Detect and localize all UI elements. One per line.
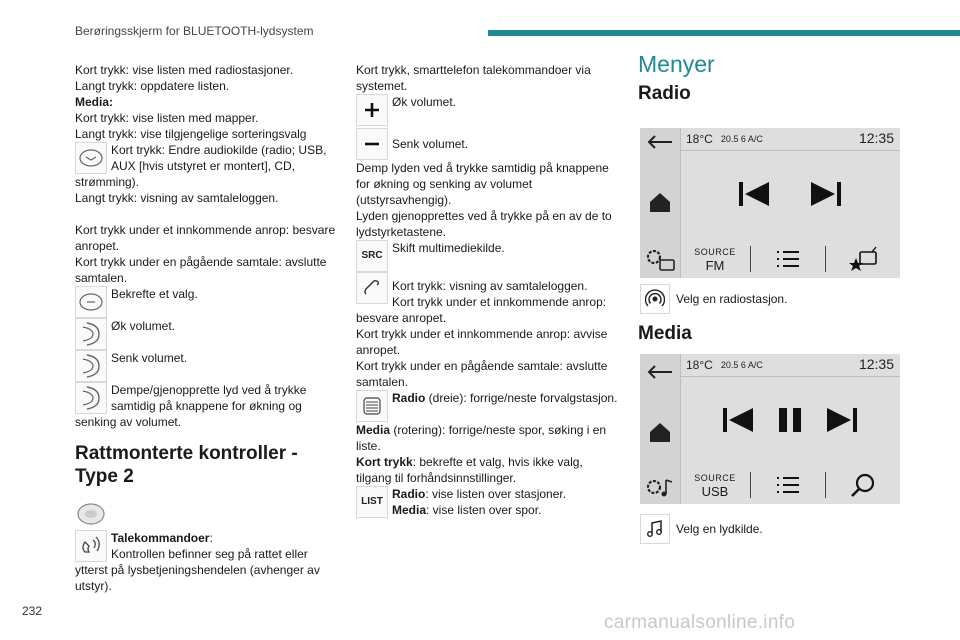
steering-button-icon xyxy=(75,142,107,174)
previous-icon[interactable] xyxy=(721,406,755,434)
plus-icon xyxy=(356,94,388,126)
climate-info: 20.5 6 A/C xyxy=(720,134,763,144)
steering-wheel-icon xyxy=(75,318,107,350)
list-button[interactable] xyxy=(751,249,825,269)
text-line: (dreie): forrige/neste forvalgstasjon. xyxy=(425,391,618,405)
media-caption xyxy=(640,514,763,544)
text-bold: Radio xyxy=(392,391,426,405)
favorite-radio-icon xyxy=(848,246,878,272)
text-line: Kort trykk under en pågående samtale: avslutte samtalen. xyxy=(75,255,327,285)
text-bold: Radio xyxy=(392,487,426,501)
favorites-button[interactable] xyxy=(826,246,900,272)
screen-sidebar xyxy=(640,354,681,504)
text-line: Bekrefte et valg. xyxy=(111,287,198,301)
text-line: Kort trykk: visning av samtaleloggen. xyxy=(392,279,588,293)
text-line: Langt trykk: vise tilgjengelige sorteringsvalg xyxy=(75,127,307,141)
steering-wheel-icon xyxy=(75,350,107,382)
text-line: Kort trykk under en pågående samtale: avslutte samtalen. xyxy=(356,359,608,389)
media-screen xyxy=(640,354,900,504)
text-bold: Media xyxy=(356,423,391,437)
search-icon xyxy=(850,472,876,498)
text-bold: Talekommandoer xyxy=(111,531,210,545)
temperature: 18°C xyxy=(686,132,713,146)
previous-icon[interactable] xyxy=(737,180,771,208)
radio-caption xyxy=(640,284,787,314)
playback-controls xyxy=(680,376,900,464)
screen-bottom-bar xyxy=(680,466,900,504)
minus-icon xyxy=(356,128,388,160)
menu-heading: Menyer xyxy=(638,51,715,77)
text-line: Kort trykk: vise listen med mapper. xyxy=(75,111,259,125)
playback-controls xyxy=(680,150,900,238)
search-button[interactable] xyxy=(826,472,900,498)
caption-text: Velg en lydkilde. xyxy=(676,522,763,536)
list-button[interactable] xyxy=(751,475,825,495)
column-middle xyxy=(356,62,618,518)
text-line: Øk volumet. xyxy=(111,319,176,333)
page-header-title: Berøringsskjerm for BLUETOOTH-lydsystem xyxy=(75,24,314,38)
text-line: : bekrefte et valg, hvis ikke valg, tilgang til forhåndsinnstillinger. xyxy=(356,455,583,485)
pause-icon[interactable] xyxy=(777,406,803,434)
clock: 12:35 xyxy=(858,130,894,146)
text-line: : vise listen over stasjoner. xyxy=(425,487,567,501)
radio-station-icon xyxy=(640,284,670,314)
back-arrow-icon[interactable] xyxy=(646,364,674,380)
steering-wheel-icon xyxy=(75,498,107,530)
media-heading: Media xyxy=(638,323,692,344)
steering-wheel-icon xyxy=(75,382,107,414)
text-line: Skift multimediekilde. xyxy=(392,241,505,255)
text-line: Demp lyden ved å trykke samtidig på knappene for økning og senking av volumet (utstyrsavhengig). xyxy=(356,161,609,207)
text-line: Dempe/gjenopprette lyd ved å trykke samtidig på knappene for økning og senking av volumet. xyxy=(75,383,307,429)
list-icon xyxy=(775,249,801,269)
column-left xyxy=(75,62,340,594)
text-line: Kort trykk under et innkommende anrop: besvare anropet. xyxy=(356,295,607,325)
text-line: Senk volumet. xyxy=(111,351,188,365)
music-note-icon xyxy=(640,514,670,544)
steering-button-icon xyxy=(75,286,107,318)
text-line: : xyxy=(209,531,213,545)
text-line: Kort trykk under et innkommende anrop: besvare anropet. xyxy=(75,223,336,253)
text-line: Lyden gjenopprettes ved å trykke på en av de to lydstyrketastene. xyxy=(356,209,612,239)
next-icon[interactable] xyxy=(809,180,843,208)
source-label: SOURCE xyxy=(694,247,736,257)
screen-status-bar xyxy=(680,354,900,377)
source-button[interactable] xyxy=(680,246,750,272)
phone-icon xyxy=(356,272,388,304)
watermark: carmanualsonline.info xyxy=(604,612,796,633)
media-heading-wrap xyxy=(638,323,692,344)
settings-radio-icon[interactable] xyxy=(644,246,676,272)
text-line: Media: xyxy=(75,95,114,109)
temperature: 18°C xyxy=(686,358,713,372)
source-value: USB xyxy=(701,484,729,499)
text-line: Øk volumet. xyxy=(392,95,457,109)
radio-screen xyxy=(640,128,900,278)
src-button-icon: SRC xyxy=(356,240,388,272)
caption-text: Velg en radiostasjon. xyxy=(676,292,788,306)
thumbwheel-icon xyxy=(356,390,388,422)
screen-bottom-bar xyxy=(680,240,900,278)
source-button[interactable] xyxy=(680,472,750,498)
source-label: SOURCE xyxy=(694,473,736,483)
list-button-icon: LIST xyxy=(356,486,388,518)
radio-heading: Radio xyxy=(638,83,691,104)
page-number: 232 xyxy=(22,604,43,618)
next-icon[interactable] xyxy=(825,406,859,434)
text-line: Senk volumet. xyxy=(392,137,469,151)
text-line: Kort trykk, smarttelefon talekommandoer via systemet. xyxy=(356,63,591,93)
text-line: (rotering): forrige/neste spor, søking i en liste. xyxy=(356,423,607,453)
voice-command-icon xyxy=(75,530,107,562)
settings-music-icon[interactable] xyxy=(644,476,676,500)
source-value: FM xyxy=(705,258,725,273)
text-line: Langt trykk: oppdatere listen. xyxy=(75,79,230,93)
text-line: : vise listen over spor. xyxy=(426,503,542,517)
climate-info: 20.5 6 A/C xyxy=(720,360,763,370)
home-icon[interactable] xyxy=(648,420,672,444)
section-heading: Rattmonterte kontroller - Type 2 xyxy=(75,443,298,487)
list-icon xyxy=(775,475,801,495)
text-line: Langt trykk: visning av samtaleloggen. xyxy=(75,191,279,205)
text-line: Kort trykk under et innkommende anrop: avvise anropet. xyxy=(356,327,608,357)
text-bold: Kort trykk xyxy=(356,455,413,469)
home-icon[interactable] xyxy=(648,190,672,214)
text-line: Kontrollen befinner seg på rattet eller ytterst på lysbetjeningshendelen (avhenger av utstyr). xyxy=(75,547,320,593)
screen-status-bar xyxy=(680,128,900,151)
text-line: Kort trykk: Endre audiokilde (radio; USB, AUX [hvis utstyret er montert], CD, strømming). xyxy=(75,143,327,189)
header-accent-bar xyxy=(488,30,960,36)
text-line: Kort trykk: vise listen med radiostasjoner. xyxy=(75,63,294,77)
clock: 12:35 xyxy=(858,356,894,372)
screen-sidebar xyxy=(640,128,681,278)
column-right xyxy=(638,51,898,104)
back-arrow-icon[interactable] xyxy=(646,134,674,150)
text-bold: Media xyxy=(392,503,427,517)
